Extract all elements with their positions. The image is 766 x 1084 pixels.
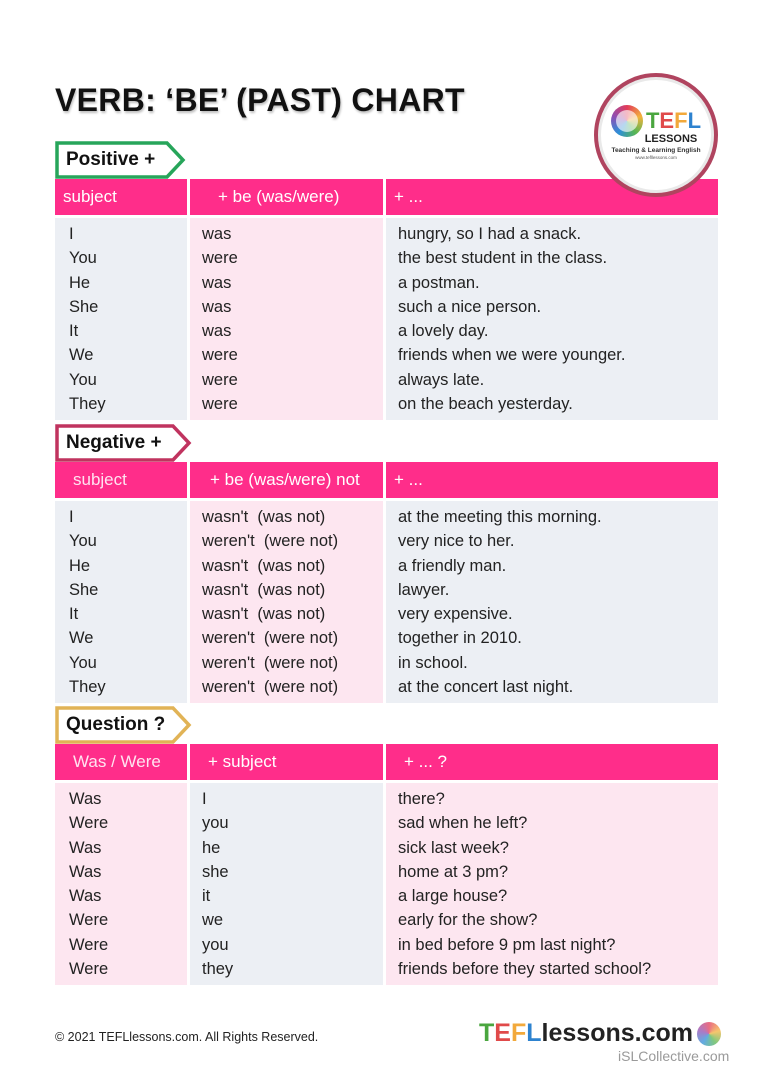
table-cell: were [202,395,238,414]
table-cell: were [202,346,238,365]
logo-tagline: Teaching & Learning English [611,146,701,154]
table-cell: I [69,508,74,526]
header-be-not: + be (was/were) not [190,462,383,498]
column-be [190,218,383,420]
table-cell: sad when he left? [398,814,528,833]
table-cell: a large house? [398,887,508,906]
table-cell: Were [69,911,109,930]
table-cell: lawyer. [398,580,450,599]
table-cell: very nice to her. [398,532,515,551]
table-cell: He [69,556,91,575]
column-be-not [190,501,383,703]
table-cell: was [202,322,232,341]
tefl-logo-badge [594,73,718,197]
table-header [55,744,718,780]
section-tab-positive [55,141,155,179]
table-cell: weren't (were not) [202,532,339,551]
table-cell: we [202,911,224,930]
table-body [55,501,718,703]
logo-url: www.tefllessons.com [635,154,677,160]
table-cell: They [69,678,106,697]
logo-tefl-word: TEFL [645,107,702,133]
table-cell: in school. [398,653,468,672]
table-cell: He [69,273,91,292]
table-body [55,218,718,420]
table-cell: She [69,297,99,316]
table-cell: hungry, so I had a snack. [398,225,582,243]
table-cell: was [202,225,232,243]
table-cell: Was [69,838,102,857]
table-cell: You [69,532,97,551]
table-cell: the best student in the class. [398,249,608,268]
table-cell: You [69,249,97,268]
table-body [55,783,718,985]
table-cell: We [69,629,94,648]
table-cell: sick last week? [398,838,509,857]
table-cell: it [202,887,211,906]
copyright-text: © 2021 TEFLlessons.com. All Rights Reserved. [55,1030,319,1044]
section-tab-negative [55,424,162,462]
table-cell: home at 3 pm? [398,862,509,881]
column-rest [386,501,718,703]
footer-brand-logo: T E F L lessons.com [479,1021,721,1046]
table-cell: friends before they started school? [398,960,652,979]
column-subject [190,783,383,985]
globe-icon [611,105,643,137]
section-tab-question [55,706,165,744]
table-cell: Were [69,935,109,954]
header-was-were: Was / Were [55,744,187,780]
table-cell: You [69,370,97,389]
table-header [55,462,718,498]
table-cell: a postman. [398,273,480,292]
table-cell: wasn't (was not) [202,556,326,575]
table-cell: It [69,322,79,341]
table-cell: They [69,395,106,414]
table-cell: in bed before 9 pm last night? [398,935,616,954]
table-cell: Were [69,960,109,979]
header-rest: + ... [386,462,718,498]
table-cell: a lovely day. [398,322,489,341]
header-subject: + subject [190,744,383,780]
table-cell: on the beach yesterday. [398,395,573,414]
header-subject: subject [55,179,187,215]
section-label-negative: Negative + [66,432,162,453]
negative-table [55,462,718,703]
table-cell: she [202,862,229,881]
table-cell: weren't (were not) [202,629,339,648]
table-cell: were [202,370,238,389]
table-cell: early for the show? [398,911,538,930]
table-cell: It [69,605,79,624]
table-cell: they [202,960,234,979]
table-cell: We [69,346,94,365]
table-cell: very expensive. [398,605,513,624]
table-cell: Were [69,814,109,833]
section-label-question: Question ? [66,714,166,735]
table-cell: Was [69,887,102,906]
watermark-text: iSLCollective.com [618,1048,730,1064]
table-cell: I [69,225,74,243]
logo-lessons-word: LESSONS [644,132,698,145]
table-cell: I [202,790,207,808]
section-label-positive: Positive + [66,149,156,170]
column-subject [55,218,187,420]
positive-table [55,179,718,420]
table-cell: You [69,653,97,672]
table-cell: together in 2010. [398,629,522,648]
table-cell: was [202,273,232,292]
table-cell: you [202,935,229,954]
table-cell: at the concert last night. [398,678,574,697]
column-rest [386,783,718,985]
table-cell: weren't (were not) [202,653,339,672]
table-cell: Was [69,862,102,881]
question-table [55,744,718,985]
header-be: + be (was/were) [190,179,383,215]
table-cell: a friendly man. [398,556,507,575]
table-cell: at the meeting this morning. [398,508,602,526]
table-cell: wasn't (was not) [202,605,326,624]
table-cell: weren't (were not) [202,678,339,697]
table-cell: there? [398,790,445,808]
table-cell: always late. [398,370,485,389]
column-rest [386,218,718,420]
column-was-were [55,783,187,985]
header-rest: + ... [386,179,718,215]
header-subject: subject [55,462,187,498]
table-cell: you [202,814,229,833]
table-cell: was [202,297,232,316]
table-cell: wasn't (was not) [202,580,326,599]
table-cell: Was [69,790,102,808]
table-cell: were [202,249,238,268]
table-cell: such a nice person. [398,297,542,316]
page-title: VERB: ‘BE’ (PAST) CHART [55,82,465,118]
globe-icon [697,1022,721,1046]
table-cell: wasn't (was not) [202,508,326,526]
table-cell: he [202,838,221,857]
header-rest: + ... ? [386,744,718,780]
table-cell: She [69,580,99,599]
column-subject [55,501,187,703]
table-cell: friends when we were younger. [398,346,626,365]
